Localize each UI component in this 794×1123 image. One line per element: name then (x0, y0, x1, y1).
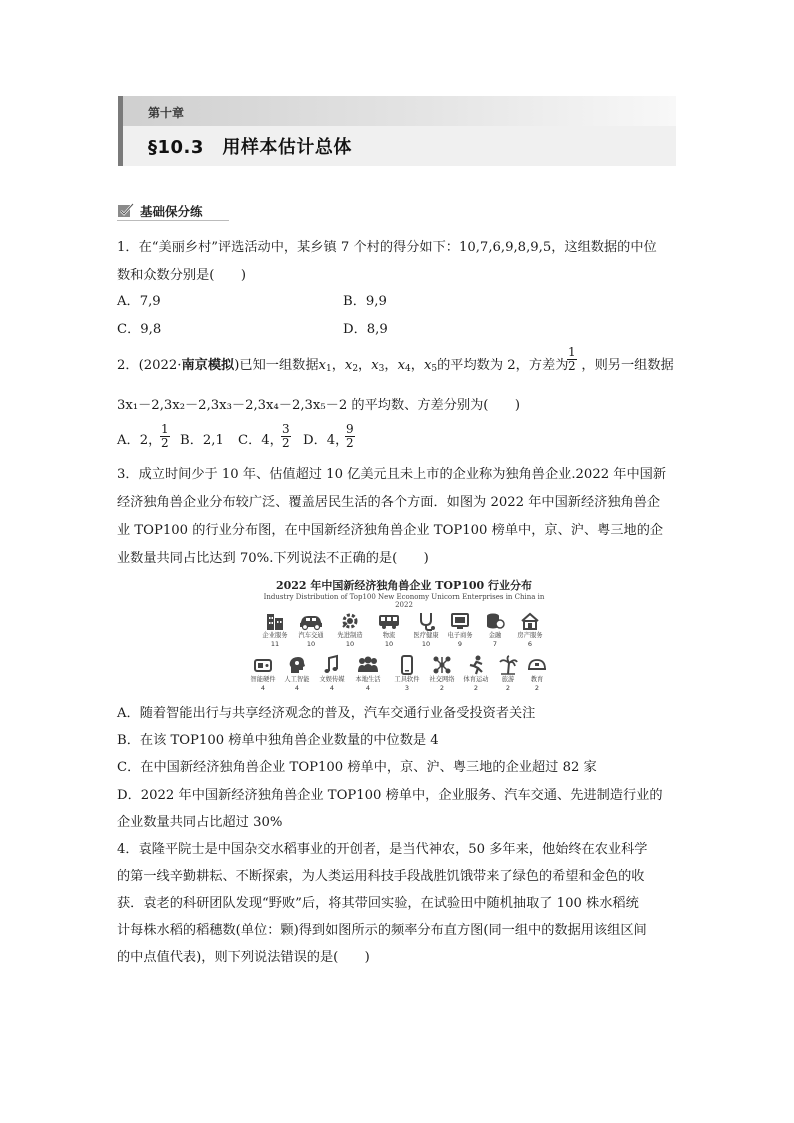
q2-option-a: A．2， (117, 433, 162, 448)
q2-source: 南京模拟 (181, 358, 235, 373)
industry-item (477, 610, 513, 648)
truck-icon (377, 610, 401, 632)
q3-line4: 业数量共同占比达到 70%.下列说法不正确的是( ) (117, 551, 429, 566)
sub-4: 4 (405, 364, 411, 374)
industry-count: 4 (294, 684, 300, 692)
phone-icon (396, 654, 418, 676)
industry-name: 人工智能 (284, 676, 310, 683)
industry-count: 4 (365, 684, 371, 692)
industry-count: 10 (345, 640, 355, 648)
industry-count: 7 (492, 640, 498, 648)
industry-name: 企业服务 (262, 632, 288, 639)
q3-option-b: B．在该 TOP100 榜单中独角兽企业数量的中位数是 4 (117, 733, 439, 748)
industry-name: 医疗健康 (413, 632, 439, 639)
q2-option-c: C．4， (238, 433, 283, 448)
frac-den: 2 (346, 436, 354, 450)
industry-count: 2 (534, 684, 540, 692)
practice-label: 基础保分练 (140, 204, 203, 219)
industry-name: 汽车交通 (298, 632, 324, 639)
var-x1: x (318, 358, 326, 373)
industry-count: 11 (270, 640, 280, 648)
industry-count: 10 (384, 640, 394, 648)
industry-name: 房产服务 (517, 632, 543, 639)
industry-item (245, 654, 281, 692)
industry-name: 本地生活 (355, 676, 381, 683)
cap-icon (526, 654, 548, 676)
q3-line3: 业 TOP100 的行业分布图，在中国新经济独角兽企业 TOP100 榜单中，京、沪、粤三地的企 (117, 523, 664, 538)
industry-name: 文娱传媒 (319, 676, 345, 683)
header-top-band (118, 96, 676, 126)
people-icon (356, 654, 380, 676)
industry-item (389, 654, 425, 692)
practice-heading (117, 199, 229, 221)
q4-line4: 计每株水稻的稻穗数(单位：颗)得到如图所示的频率分布直方图(同一组中的数据用该组区间 (117, 923, 647, 938)
q2-option-a-fraction (160, 423, 170, 450)
sub-5: 5 (431, 364, 438, 374)
industry-item (279, 654, 315, 692)
frac-num: 3 (282, 422, 290, 436)
frac-num: 9 (346, 422, 354, 436)
industry-item (371, 610, 407, 648)
sub-3: 3 (378, 364, 385, 374)
industry-count: 2 (439, 684, 445, 692)
industry-count: 3 (404, 684, 410, 692)
q1-option-d: D．8,9 (343, 322, 388, 337)
industry-count: 6 (527, 640, 533, 648)
coins-icon (484, 610, 506, 632)
q1-option-a: A．7,9 (117, 294, 161, 309)
var-x2: x (344, 358, 353, 373)
q1-option-b: B．9,9 (343, 294, 387, 309)
frac-den: 2 (161, 436, 169, 450)
device-icon (252, 654, 274, 676)
industry-count: 10 (306, 640, 316, 648)
q2-option-b: B．2,1 (180, 433, 224, 448)
network-icon (431, 654, 453, 676)
frac-den: 2 (282, 436, 290, 450)
q2-variance-fraction (567, 346, 577, 373)
sport-icon (465, 654, 487, 676)
checkbox-icon (117, 202, 135, 218)
industry-name: 教育 (530, 676, 544, 683)
industry-item (424, 654, 460, 692)
industry-item (519, 654, 555, 692)
q3-option-a: A．随着智能出行与共享经济观念的普及，汽车交通行业备受投资者关注 (117, 706, 536, 721)
industry-item (512, 610, 548, 648)
q2-line2: 3x₁－2,3x₂－2,3x₃－2,3x₄－2,3x₅－2 的平均数、方差分别为( ) (117, 398, 520, 413)
gear-icon (339, 610, 361, 632)
building-icon (264, 610, 286, 632)
q1-line1: 1．在“美丽乡村”评选活动中，某乡镇 7 个村的得分如下：10,7,6,9,8,9,5，这组数据的中位 (117, 240, 657, 255)
industry-count: 10 (421, 640, 431, 648)
chapter-label: 第十章 (148, 106, 185, 120)
industry-count: 2 (473, 684, 479, 692)
industry-item (458, 654, 494, 692)
stethoscope-icon (415, 610, 437, 632)
practice-underline (117, 220, 229, 221)
industry-item (332, 610, 368, 648)
var-x3: x (371, 358, 379, 373)
frac-den: 2 (568, 359, 576, 373)
page-title: §10.3 用样本估计总体 (148, 137, 352, 158)
var-x4: x (397, 358, 406, 373)
frac-num: 1 (568, 345, 576, 359)
house-icon (519, 610, 541, 632)
industry-item (408, 610, 444, 648)
industry-count: 2 (505, 684, 511, 692)
sub-2: 2 (352, 364, 359, 374)
industry-item (350, 654, 386, 692)
industry-name: 物流 (382, 632, 396, 639)
industry-count: 4 (329, 684, 335, 692)
figure-title: 2022 年中国新经济独角兽企业 TOP100 行业分布 (275, 579, 533, 592)
q2-line1-tail: ，则另一组数据 (581, 358, 674, 373)
q3-option-c: C．在中国新经济独角兽企业 TOP100 榜单中，京、沪、粤三地的企业超过 82 家 (117, 760, 597, 775)
industry-count: 4 (260, 684, 266, 692)
industry-count: 9 (457, 640, 463, 648)
q2-line1: 2．(2022·南京模拟)已知一组数据$x_1$，$x_2$，$x_3$，$x_4$，$x_5$的平均数为 2，方差为 ，则另一组数据 (117, 358, 674, 374)
palm-icon (497, 654, 519, 676)
q3-line2: 经济独角兽企业分布较广泛、覆盖居民生活的各个方面．如图为 2022 年中国新经济独角兽企 (117, 495, 661, 510)
industry-name: 体育运动 (463, 676, 489, 683)
frac-num: 1 (161, 422, 169, 436)
figure-subtitle: Industry Distribution of Top100 New Economy Unicorn Enterprises in China in 2022 (263, 593, 545, 609)
industry-item (442, 610, 478, 648)
q4-line1: 4．袁隆平院士是中国杂交水稻事业的开创者，是当代神农，50 多年来，他始终在农业科学 (117, 842, 648, 857)
q3-option-d-line1: D．2022 年中国新经济独角兽企业 TOP100 榜单中，企业服务、汽车交通、先进制造行业的 (117, 788, 663, 803)
q1-option-c: C．9,8 (117, 322, 162, 337)
q2-option-c-fraction (281, 423, 291, 450)
industry-name: 智能硬件 (250, 676, 276, 683)
q1-line2: 数和众数分别是( ) (117, 268, 246, 283)
q4-line5: 的中点值代表)，则下列说法错误的是( ) (117, 950, 370, 965)
industry-item (293, 610, 329, 648)
industry-name: 先进制造 (337, 632, 363, 639)
industry-name: 旅游 (501, 676, 515, 683)
q4-line2: 的第一线辛勤耕耘、不断探索，为人类运用科技手段战胜饥饿带来了绿色的希望和金色的收 (117, 869, 645, 884)
q2-line1-end: 的平均数为 2，方差为 (437, 358, 569, 373)
car-icon (298, 610, 324, 632)
var-x5: x (423, 358, 432, 373)
q2-option-d-fraction (345, 423, 355, 450)
q4-line3: 获．袁老的科研团队发现“野败”后，将其带回实验，在试验田中随机抽取了 100 株水稻统 (117, 896, 639, 911)
cart-icon (449, 610, 471, 632)
industry-name: 电子商务 (447, 632, 473, 639)
music-icon (321, 654, 343, 676)
q3-line1: 3．成立时间少于 10 年、估值超过 10 亿美元且未上市的企业称为独角兽企业.2022 年中国新 (117, 467, 667, 482)
ai-head-icon (286, 654, 308, 676)
sub-1: 1 (325, 364, 332, 374)
industry-item (257, 610, 293, 648)
q2-mid: )已知一组数据 (234, 358, 319, 373)
industry-name: 社交网络 (429, 676, 455, 683)
q2-prefix: 2．(2022· (117, 358, 182, 373)
industry-name: 金融 (488, 632, 502, 639)
industry-name: 工具软件 (394, 676, 420, 683)
industry-item (314, 654, 350, 692)
q2-option-d: D．4， (303, 433, 349, 448)
q3-option-d-line2: 企业数量共同占比超过 30% (117, 815, 283, 830)
